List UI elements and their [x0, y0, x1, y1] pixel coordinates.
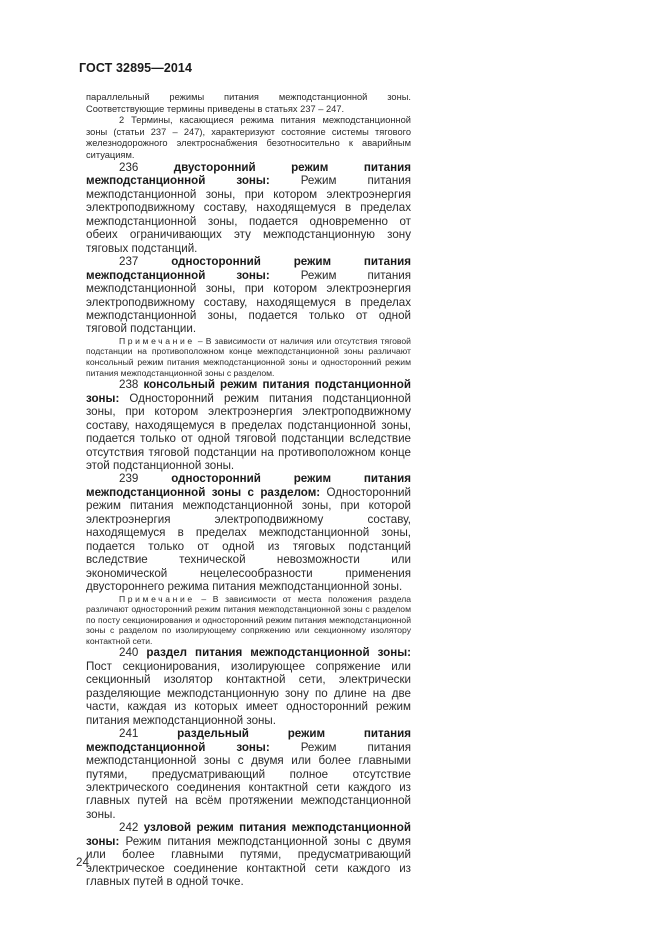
term-title: раздел питания межподстанционной зоны:: [146, 646, 411, 660]
term-definition: Режим питания межподстанционной зоны с двумя или более главными путями, предусматривающий электрическое соединение контактной сети каждого из главных путей в одной точке.: [86, 834, 411, 889]
term-title: односторонний режим питания межподстанционной зоны:: [86, 255, 411, 282]
term-definition: Односторонний режим питания подстанционной зоны, при котором электроэнергия электроподвижному составу, находящемуся в пределах подстанционной зоны, подается только от одной тяговой подстанции вследствие отсутствия тяговой подстанции на противоположном конце этой подстанционной зоны.: [86, 391, 411, 472]
term-entry-242: [86, 821, 411, 888]
term-entry-236: [86, 161, 411, 255]
page-number: 24: [76, 856, 89, 869]
paragraph-intro-continuation: параллельный режимы питания межподстанционной зоны. Соответствующие термины приведены в статьях 237 – 247.: [86, 92, 411, 114]
note-label: Примечание: [119, 335, 195, 346]
term-title: узловой режим питания межподстанционной зоны:: [86, 821, 411, 848]
note-text: – В зависимости от наличия или отсутствия тяговой подстанции на противоположном конце межподстанционной зоны различают консольный режим питания межподстанционной зоны и односторонний режим питания межподстанционной зоны с разделом.: [86, 335, 411, 378]
term-definition: Односторонний режим питания межподстанционной зоны, при которой электроэнергия электроподвижному составу, находящемуся в пределах межподстанционной зоны, подается только от одной из тяговых подстанций вследствие технической невозможности или экономической нецелесообразности применения двустороннего режима питания межподстанционной зоны.: [86, 485, 411, 594]
term-title: односторонний режим питания межподстанционной зоны с разделом:: [86, 472, 411, 499]
note-237: [86, 336, 411, 378]
term-entry-239: [86, 472, 411, 593]
term-definition: Режим питания межподстанционной зоны, при котором электроэнергия электроподвижному составу, находящемуся в пределах межподстанционной зоны, подается только от одной тяговой подстанции.: [86, 268, 411, 336]
term-definition: Режим питания межподстанционной зоны, при котором электроэнергия электроподвижному составу, находящемуся в пределах межподстанционной зоны, подается одновременно от обеих ограничивающих эту межподстанционную зону тяговых подстанций.: [86, 174, 411, 255]
term-number: 242: [119, 821, 139, 835]
term-entry-240: [86, 646, 411, 727]
term-entry-237: [86, 255, 411, 336]
term-number: 240: [119, 646, 139, 660]
term-number: 236: [119, 161, 139, 174]
note-text: – В зависимости от места положения раздела различают односторонний режим питания межподстанционной зоны с разделом по посту секционирования и односторонний режим питания межподстанционной зоны с разделом по изолирующему сопряжению или секционному изолятору контактной сети.: [86, 593, 411, 646]
term-number: 238: [119, 378, 139, 392]
term-definition: Пост секционирования, изолирующее сопряжение или секционный изолятор контактной сети, электрически разделяющие межподстанционную зону по длине на две части, каждая из которых имеет односторонний режим питания межподстанционной зоны.: [86, 659, 411, 727]
term-title: консольный режим питания подстанционной зоны:: [86, 378, 411, 405]
document-body: [86, 92, 411, 889]
paragraph-note-2: 2 Термины, касающиеся режима питания межподстанционной зоны (статьи 237 – 247), характеризуют состояние системы тягового железнодорожного электроснабжения безотносительно к аварийным ситуациям.: [86, 115, 411, 160]
document-header: ГОСТ 32895—2014: [79, 61, 193, 75]
term-definition: Режим питания межподстанционной зоны с двумя или более главными путями, предусматривающий полное отсутствие электрического соединения контактной сети каждого из главных путей на всём протяжении межподстанционной зоны.: [86, 740, 411, 821]
term-number: 237: [119, 255, 139, 269]
note-label: Примечание: [119, 593, 195, 604]
term-number: 239: [119, 472, 139, 486]
term-entry-241: [86, 727, 411, 821]
note-239: [86, 594, 411, 647]
term-entry-238: [86, 378, 411, 472]
term-title: раздельный режим питания межподстанционной зоны:: [86, 727, 411, 754]
term-number: 241: [119, 727, 139, 741]
term-title: двусторонний режим питания межподстанционной зоны:: [86, 161, 411, 188]
